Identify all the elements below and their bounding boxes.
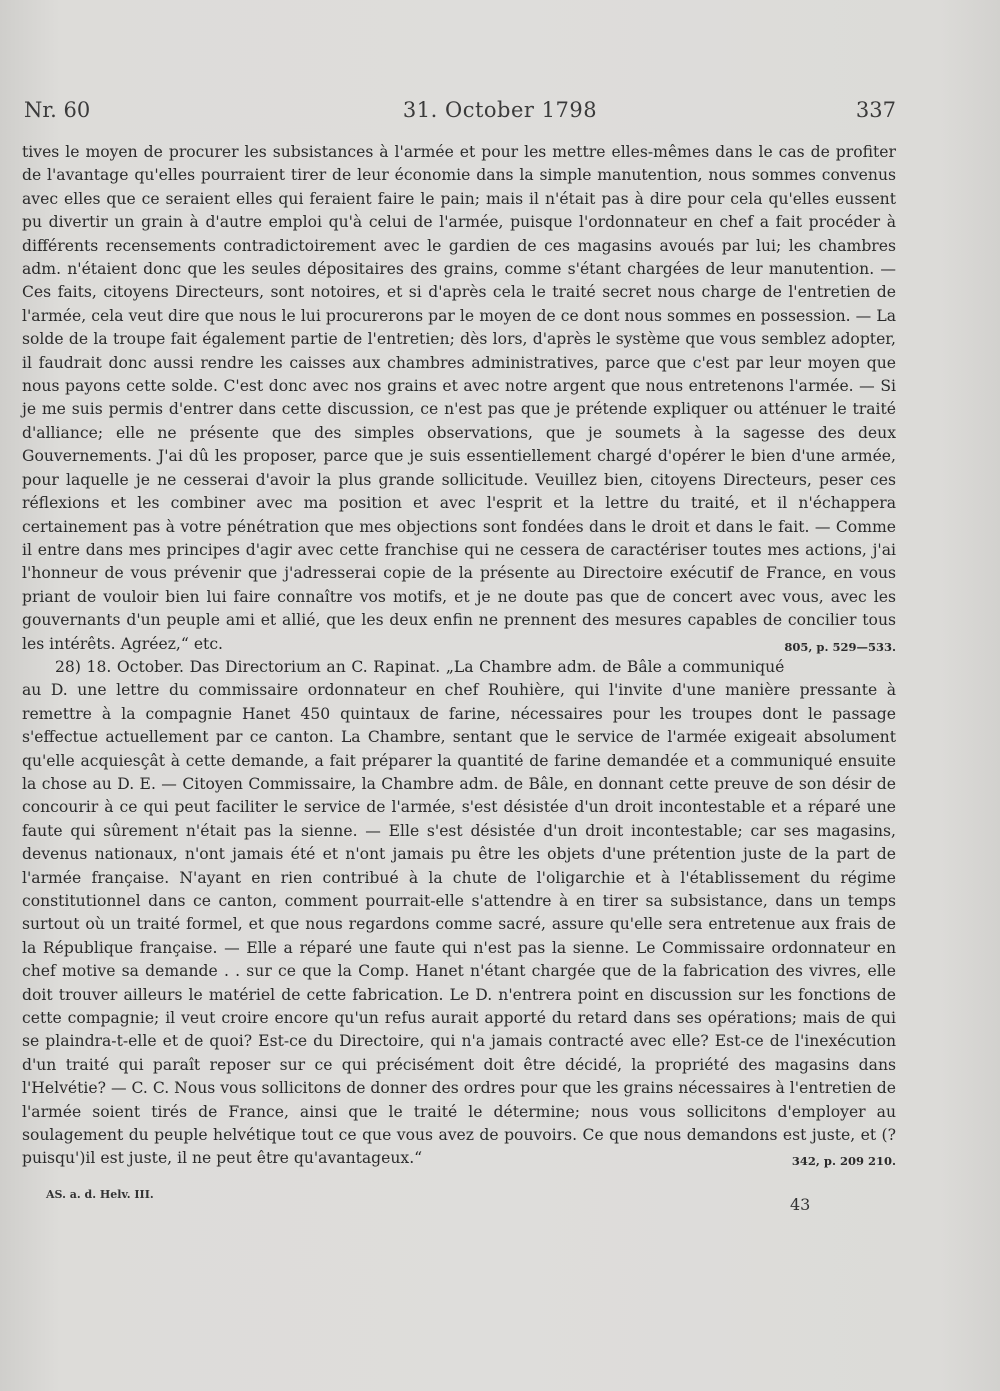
document-number: Nr. 60 [24, 98, 91, 122]
signature-mark: 43 [790, 1195, 811, 1214]
running-header [0, 98, 1000, 128]
footer-source: AS. a. d. Helv. III. [46, 1188, 154, 1201]
page-number: 337 [855, 98, 896, 122]
source-reference: 805, p. 529—533. [784, 639, 896, 654]
paragraph-text: 28) 18. October. Das Directorium an C. Rapinat. „La Chambre adm. de Bâle a communiqué au D. une lettre du commissaire ordonnateur en chef Rouhière, qui l'invite d'une manière pressante à remettre à la compagnie Hanet 450 quintaux de farine, nécessaires pour les troupes dont le passage s'effectue actuellement par ce canton. La Chambre, sentant que le service de l'armée exigeait absolument qu'elle acquiesçât à cette demande, a fait préparer la quantité de farine demandée et a communiqué ensuite la chose au D. E. — Citoyen Commissaire, la Chambre adm. de Bâle, en donnant cette preuve de son désir de concourir à ce qui peut faciliter le service de l'armée, s'est désistée d'un droit incontestable et a réparé une faute qui sûrement n'était pas la sienne. — Elle s'est désistée d'un droit incontestable; car ses magasins, devenus nationaux, n'ont jamais été et n'ont jamais pu être les objets d'une prétention juste de la part de l'armée française. N'ayant en rien contribué à la chute de l'oligarchie et à l'établissement du régime constitutionnel dans ce canton, comment pourrait-elle s'attendre à en tirer sa subsistance, dans un temps surtout où un traité formel, et que nous regardons comme sacré, assure qu'elle sera entretenue aux frais de la République française. — Elle a réparé une faute qui n'est pas la sienne. Le Commissaire ordonnateur en chef motive sa demande . . sur ce que la Comp. Hanet n'étant chargée que de la fabrication des vivres, elle doit trouver ailleurs le matériel de cette fabrication. Le D. n'entrera point en discussion sur les fonctions de cette compagnie; il veut croire encore qu'un refus aurait apporté du retard dans ses opérations; mais de qui se plaindra-t-elle et de quoi? Est-ce du Directoire, qui n'a jamais contracté avec elle? Est-ce de l'inexécution d'un traité qui paraît reposer sur ce qui précisément doit être décidé, la propriété des magasins dans l'Helvétie? — C. C. Nous vous sollicitons de donner des ordres pour que les grains nécessaires à l'entretien de l'armée soient tirés de France, ainsi que le traité le détermine; nous vous sollicitons d'employer au soulagement du peuple helvétique tout ce que vous avez de pouvoirs. Ce que nous demandons est juste, et (?puisqu')il est juste, il ne peut être qu'avantageux.“ [22, 657, 896, 1168]
source-reference: 342, p. 209 210. [791, 1154, 896, 1169]
paragraph-entry-28 [22, 656, 896, 1171]
paragraph-text: tives le moyen de procurer les subsistances à l'armée et pour les mettre elles-mêmes dans le cas de profiter de l'avantage qu'elles pourraient tirer de leur économie dans la simple manutention, nous sommes convenus avec elles que ce seraient elles qui feraient faire le pain; mais il n'était pas à dire pour cela qu'elles eussent pu divertir un grain à d'autre emploi qu'à celui de l'armée, puisque l'ordonnateur en chef a fait procéder à différents recensements contradictoirement avec le gardien de ces magasins avoués par lui; les chambres adm. n'étaient donc que les seules dépositaires des grains, comme s'étant chargées de leur manutention. — Ces faits, citoyens Directeurs, sont notoires, et si d'après cela le traité secret nous charge de l'entretien de l'armée, cela veut dire que nous le lui procurerons par le moyen de ce dont nous sommes en possession. — La solde de la troupe fait également partie de l'entretien; dès lors, d'après le système que vous semblez adopter, il faudrait donc aussi rendre les caisses aux chambres administratives, parce que c'est par leur moyen que nous payons cette solde. C'est donc avec nos grains et avec notre argent que nous entretenons l'armée. — Si je me suis permis d'entrer dans cette discussion, ce n'est pas que je prétende expliquer ou atténuer le traité d'alliance; elle ne présente que des simples observations, que je soumets à la sagesse des deux Gouvernements. J'ai dû les proposer, parce que je suis essentiellement chargé d'opérer le bien d'une armée, pour laquelle je ne cesserai d'avoir la plus grande sollicitude. Veuillez bien, citoyens Directeurs, peser ces réflexions et les combiner avec ma position et avec l'esprit et la lettre du traité, et il n'échappera certainement pas à votre pénétration que mes objections sont fondées dans le droit et dans le fait. — Comme il entre dans mes principes d'agir avec cette franchise qui ne cessera de caractériser toutes mes actions, j'ai l'honneur de vous prévenir que j'adresserai copie de la présente au Directoire exécutif de France, en vous priant de vouloir bien lui faire connaître vos motifs, et je ne doute pas que de concert avec vous, avec les gouvernants d'un peuple ami et allié, que les deux enfin ne prennent des mesures capables de concilier tous les intérêts. Agréez,“ etc. [22, 143, 896, 653]
header-date: 31. October 1798 [402, 98, 598, 122]
paragraph-continuation [22, 141, 896, 656]
body-text [22, 141, 896, 1174]
